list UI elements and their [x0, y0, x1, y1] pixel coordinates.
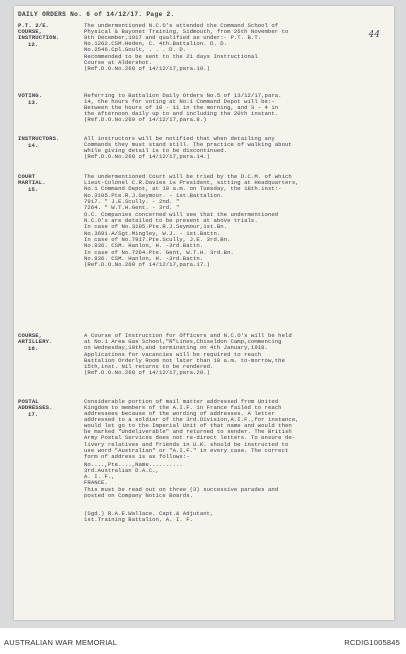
footer-bar [0, 628, 406, 654]
margin-label: 13. [28, 99, 39, 106]
document-line: Commands they must stand still. The practice of walking about [84, 141, 292, 148]
margin-label: 16. [28, 345, 39, 352]
document-line: Applications for vacancies will be required to reach [84, 351, 262, 358]
margin-label: COURSE, [18, 332, 43, 339]
document-line: the afternoon daily up to and including the 20th instant. [84, 110, 279, 117]
document-line: (Ref.D.O.No.260 of 14/12/17,para.14.) [84, 153, 211, 160]
document-line: addressed to a soldier of the 3rd.Division,A.I.F.,for instance, [84, 416, 299, 423]
document-line: O.C. Companies concerned will see that the undermentioned [84, 211, 279, 218]
document-line: A Course of Instruction for Officers and N.C.O's will be held [84, 332, 292, 339]
document-line: 7264. " W.T.H.Gent. - 3rd. " [84, 204, 180, 211]
document-line: Referring to Battalion Daily Orders No.5 of 13/12/17,para. [84, 92, 282, 99]
footer-institution: AUSTRALIAN WAR MEMORIAL [4, 638, 118, 647]
document-line: Lieut-Colonel C.R.Davies is President, sitting at Headquarters, [84, 179, 299, 186]
document-line: Considerable portion of mail matter addressed from United [84, 398, 279, 405]
margin-label: POSTAL [18, 398, 39, 405]
document-line: 15th,inst. Nil returns to be rendered. [84, 363, 214, 370]
margin-label: INSTRUCTORS. [18, 135, 60, 142]
document-line: would let go to the Imperial Unit of that name and would then [84, 422, 292, 429]
document-line: Course at Aldershot. [84, 59, 153, 66]
document-line: Battalion Orderly Room not later than 10 a.m. to-morrow,the [84, 357, 286, 364]
pencil-annotation: 44 [368, 30, 380, 40]
document-line: 3rd.Australian D.A.C., [84, 467, 159, 474]
document-line: No.3105.Pte.R.J.Seymour. - 1st.Battalion. [84, 192, 224, 199]
document-line: In case of No.3105.Pte.R.J.Seymour,1st.Bn. [84, 223, 228, 230]
document-line: Kingdom to members of the A.I.F. in France failed to reach [84, 404, 282, 411]
margin-label: INSTRUCTION. [18, 34, 60, 41]
document-line: Between the hours of 10 - 11 in the morning, and 3 - 4 in [84, 104, 279, 111]
margin-label: COURT [18, 173, 36, 180]
document-line: 1st.Training Battalion, A. I. F. [84, 516, 194, 523]
document-line: No.1262.CSM.Heden, C. 4th.Battalion. D. D. [84, 40, 228, 47]
document-line: 8th December,1917 and qualified as under:- P.T. B.T. [84, 34, 262, 41]
document-page [14, 6, 394, 620]
document-line: No.3691.A/Sgt.Mingley, W.J. - 1st.Battn. [84, 230, 221, 237]
margin-label: 12. [28, 41, 39, 48]
document-line: No....,Pte....,Name.......... [84, 461, 183, 468]
margin-label: ADDRESSES. [18, 404, 53, 411]
document-line: All instructors will be notified that when detailing any [84, 135, 275, 142]
document-line: A. I. F., [84, 473, 115, 480]
margin-label: COURSE, [18, 28, 43, 35]
document-line: No.2546.Cpl.Goult, . . . D. D. [84, 46, 187, 53]
document-line: No.936. CSM. Hanlon, H. -3rd.Battn. [84, 242, 204, 249]
document-line: use word "Australian" or "A.I.F." in every case. The correct [84, 447, 289, 454]
document-line: The undermentioned Court will be tried by the D.C.M. of which [84, 173, 292, 180]
margin-label: MARTIAL. [18, 179, 46, 186]
document-line: Army Postal Services does not re-direct letters. To ensure de- [84, 434, 296, 441]
margin-label: 17. [28, 411, 39, 418]
document-line: while giving detail is to be discontinued. [84, 147, 228, 154]
document-line: No.936. CSM. Hanlon, H. -3rd.Battn. [84, 255, 204, 262]
footer-record-id: RCDIG1005845 [344, 638, 400, 647]
document-line: This must be read out on three (3) successive parades and [84, 486, 279, 493]
document-line: on Wednesday,19th,and terminating on 4th January,1918. [84, 344, 268, 351]
document-line: In case of No.7917.Pte.Scully, J.E. 3rd.Bn. [84, 236, 231, 243]
document-line: The undermentioned N.C.O's attended the Command School of [84, 22, 279, 29]
document-line: be marked "Undeliverable" and returned to sender. The British [84, 428, 292, 435]
margin-label: P.T. 2/E. [18, 22, 50, 29]
document-line: (Ref.D.O.No.260 of 14/12/17,para.10.) [84, 65, 211, 72]
document-line: (Ref.D.O.No.260 of 14/12/17,para.8.) [84, 116, 207, 123]
document-line: No.1 Command Depot, at 10 a.m. on Tuesday, the 18th.inst:- [84, 185, 282, 192]
page-header: DAILY ORDERS No. 6 of 14/12/17. Page 2. [18, 11, 175, 18]
document-line: (Ref.D.O.No.260 of 14/12/17,para.17.) [84, 261, 211, 268]
document-line: Recommended to be sent to the 21 days Instructional [84, 53, 258, 60]
document-line: at No.1 Area Gas School,"R"Lines,Chiseldon Camp,commencing [84, 338, 282, 345]
margin-label: VOTING. [18, 92, 43, 99]
document-line: In case of No.7264.Pte. Gent, W.T.H. 3rd.Bn. [84, 249, 234, 256]
document-line: 14, the hours for voting at No.1 Command Depot will be:- [84, 98, 275, 105]
document-line: 7917. " J.E.Scully. - 2nd. " [84, 198, 180, 205]
document-line: livery relatives and friends in U.K. should be instructed to [84, 441, 289, 448]
margin-label: 14. [28, 142, 39, 149]
document-line: form of address is as follows:- [84, 453, 190, 460]
margin-label: ARTILLERY. [18, 338, 53, 345]
document-line: addressees because of the wording of addresses. A letter [84, 410, 275, 417]
document-line: (Ref.D.O.No.260 of 14/12/17,para.20.) [84, 369, 211, 376]
margin-label: 15. [28, 186, 39, 193]
document-line: posted on Company Notice Boards. [84, 492, 194, 499]
document-line: Physical & Bayonet Training, Sidmouth, from 26th November to [84, 28, 289, 35]
document-line: N.C.O's are detailed to be present at above trials. [84, 217, 258, 224]
document-line: (Sgd.) R.A.E.Wallace. Capt.& Adjutant, [84, 510, 214, 517]
document-line: FRANCE. [84, 479, 108, 486]
